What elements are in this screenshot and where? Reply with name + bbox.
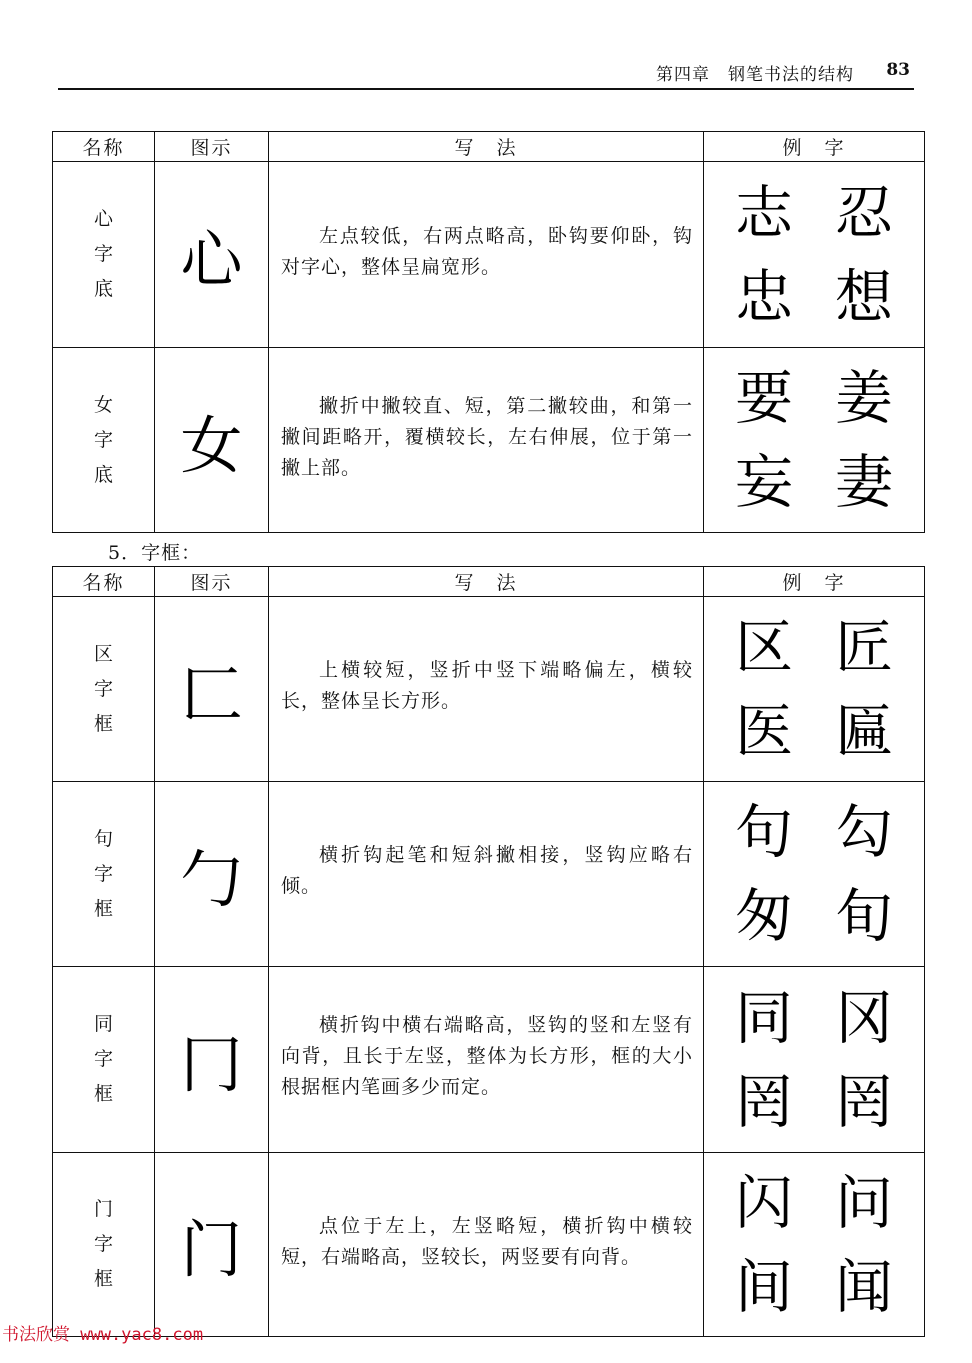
component-glyph: 匚 <box>180 657 243 731</box>
header-examples: 例 字 <box>704 132 925 162</box>
example-character: 问 <box>834 1168 893 1237</box>
header-diagram: 图示 <box>155 567 269 597</box>
example-character: 匆 <box>734 882 793 950</box>
example-characters <box>704 970 924 1150</box>
example-character: 区 <box>734 613 793 681</box>
writing-method: 撇折中撇较直、短，第二撇较曲，和第一撇间距略开，覆横较长，左右伸展，位于第一撇上部。 <box>281 394 693 479</box>
table-row <box>53 1153 925 1337</box>
component-glyph: 女 <box>180 408 243 482</box>
table-row <box>53 782 925 967</box>
example-character: 姜 <box>834 364 893 432</box>
example-character: 忍 <box>834 178 893 247</box>
component-name: 区字框 <box>93 642 113 735</box>
example-character: 旬 <box>834 882 893 950</box>
writing-method: 横折钩起笔和短斜撇相接，竖钩应略右倾。 <box>281 844 693 897</box>
writing-method: 点位于左上，左竖略短，横折钩中横较短，右端略高，竖较长，两竖要有向背。 <box>281 1214 693 1268</box>
header-method: 写 法 <box>269 132 704 162</box>
component-name: 心字底 <box>93 208 113 300</box>
example-characters <box>704 599 924 779</box>
example-characters <box>704 350 924 530</box>
table-header-row <box>53 132 925 162</box>
table-row <box>53 967 925 1153</box>
section-label: 5．字框： <box>108 542 202 564</box>
component-glyph: 门 <box>180 1213 243 1286</box>
example-character: 罔 <box>734 1067 793 1136</box>
example-character: 妄 <box>734 448 793 516</box>
component-glyph: 勹 <box>180 842 243 916</box>
example-character: 冈 <box>834 983 893 1052</box>
writing-method: 横折钩中横右端略高，竖钩的竖和左竖有向背，且长于左竖，整体为长方形，框的大小根据框内笔画多少而定。 <box>281 1014 693 1098</box>
writing-method: 上横较短，竖折中竖下端略偏左，横较长，整体呈长方形。 <box>281 659 693 712</box>
example-characters <box>704 784 924 964</box>
example-character: 志 <box>734 178 793 247</box>
header-name: 名称 <box>53 567 155 597</box>
page-number: 83 <box>886 60 910 80</box>
component-glyph: 心 <box>180 223 243 296</box>
example-character: 间 <box>734 1252 793 1321</box>
example-character: 要 <box>734 364 793 432</box>
component-name: 女字底 <box>93 393 113 486</box>
table-header-row <box>53 567 925 597</box>
stroke-table-1 <box>52 131 925 533</box>
example-character: 句 <box>734 798 793 866</box>
example-character: 同 <box>734 983 793 1052</box>
component-name: 同字框 <box>93 1013 113 1105</box>
table-row <box>53 162 925 348</box>
header-method: 写 法 <box>269 567 704 597</box>
header-diagram: 图示 <box>155 132 269 162</box>
page-header <box>58 58 914 90</box>
header-name: 名称 <box>53 132 155 162</box>
table-row <box>53 348 925 533</box>
table-row <box>53 597 925 782</box>
example-character: 医 <box>734 697 793 765</box>
example-character: 匠 <box>834 613 893 681</box>
stroke-table-2 <box>52 566 925 1337</box>
header-examples: 例 字 <box>704 567 925 597</box>
chapter-title: 第四章 钢笔书法的结构 <box>656 65 854 85</box>
example-character: 想 <box>834 262 893 331</box>
example-character: 忠 <box>734 262 793 331</box>
example-character: 闻 <box>834 1252 893 1321</box>
example-characters <box>704 1155 924 1335</box>
example-characters <box>704 165 924 345</box>
site-watermark: 书法欣赏 www.yac8.com <box>2 1325 204 1345</box>
component-name: 句字框 <box>93 827 113 920</box>
example-character: 匾 <box>834 697 893 765</box>
component-name: 门字框 <box>93 1198 113 1290</box>
component-glyph: 冂 <box>180 1028 243 1101</box>
example-character: 罔 <box>834 1067 893 1136</box>
example-character: 妻 <box>834 448 893 516</box>
example-character: 闪 <box>734 1168 793 1237</box>
writing-method: 左点较低，右两点略高，卧钩要仰卧，钩对字心，整体呈扁宽形。 <box>281 224 693 278</box>
example-character: 勾 <box>834 798 893 866</box>
